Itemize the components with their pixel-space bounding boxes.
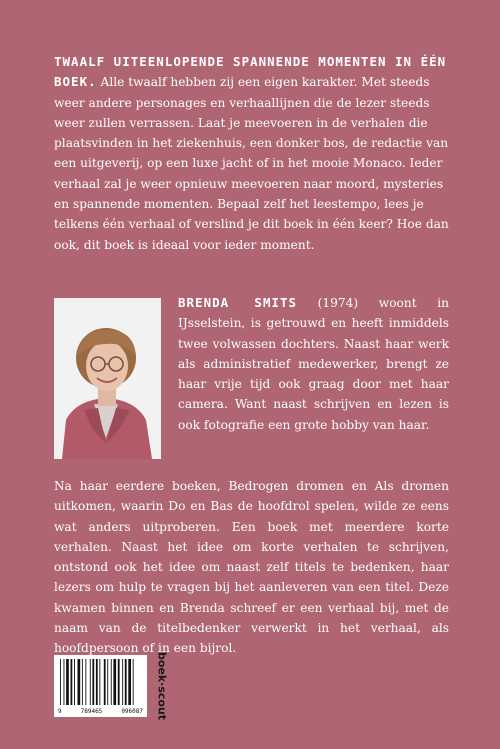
barcode-bar (99, 659, 100, 705)
barcode-bar (71, 659, 73, 705)
barcode-lead-digit: 9 (58, 708, 62, 715)
barcode-bars (54, 655, 147, 709)
author-photo (54, 298, 161, 459)
barcode-bar (92, 659, 94, 705)
barcode-bar (125, 659, 127, 705)
isbn-barcode (54, 655, 147, 717)
barcode-bar (90, 659, 91, 705)
author-name: BRENDA SMITS (178, 295, 298, 310)
barcode-bar (78, 659, 81, 705)
barcode-left-digits: 789465 (80, 708, 103, 715)
author-portrait-image (54, 298, 161, 459)
publisher-logo (155, 651, 169, 721)
barcode-bar (96, 659, 98, 705)
blurb-body: Alle twaalf hebben zij een eigen karakter. Met steeds weer andere personages en verhaallijnen die de lezer steeds weer zullen verrassen. Laat je meevoeren in de verhalen die plaatsvinden in het ziekenhuis, een donker bos, de redactie van een uitgeverij, op een luxe jacht of in het mooie Monaco. Ieder verhaal zal je weer opnieuw meevoeren naar moord, mysteries en spannende momenten. Bepaal zelf het leestempo, lees je telkens één verhaal of verslind je dit boek in één keer? Hoe dan ook, dit boek is ideaal voor ieder moment. (54, 75, 449, 252)
barcode-right-digits: 096087 (121, 708, 143, 715)
barcode-bar (82, 659, 83, 705)
author-bio-continued: Na haar eerdere boeken, Bedrogen dromen en Als dromen uitkomen, waarin Do en Bas de hoofdrol spelen, wilde ze eens wat anders uitproberen. Een boek met meerdere korte verhalen. Naast het idee om korte verhalen te schrijven, ontstond ook het idee om naast zelf titels te bedenken, haar lezers om hulp te vragen bij het aanleveren van een titel. Deze kwamen binnen en Brenda schreef er een verhaal bij, met de naam van de titelbedenker verwerkt in het verhaal, als hoofdpersoon of in een bijrol. (54, 479, 449, 656)
barcode-bar (60, 659, 61, 705)
barcode-bar (113, 659, 116, 705)
author-bio-intro: (1974) woont in IJsselstein, is getrouwd en heeft inmiddels twee volwassen dochters. Naast haar werk als administratief medewerker, brengt ze haar vrije tijd ook graag door met haar camera. Want naast schrijven en lezen is ook fotografie een grote hobby van haar. (178, 296, 449, 432)
barcode-digits (58, 708, 143, 715)
barcode-bar (133, 659, 134, 705)
blurb-heading: TWAALF UITEENLOPENDE SPANNENDE MOMENTEN IN ÉÉN BOEK. (54, 54, 447, 90)
barcode-bar (64, 659, 65, 705)
back-cover-blurb (54, 52, 449, 255)
author-bio-beside-photo (178, 293, 449, 435)
barcode-bar (111, 659, 112, 705)
barcode-bar (118, 659, 120, 705)
publisher-logo-text: boek·scout (155, 651, 169, 721)
barcode-bar (107, 659, 108, 705)
barcode-bar (85, 659, 86, 705)
barcode-bar (104, 659, 106, 705)
barcode-bar (66, 659, 69, 705)
barcode-bar (128, 659, 131, 705)
barcode-bar (74, 659, 75, 705)
barcode-bar (122, 659, 123, 705)
